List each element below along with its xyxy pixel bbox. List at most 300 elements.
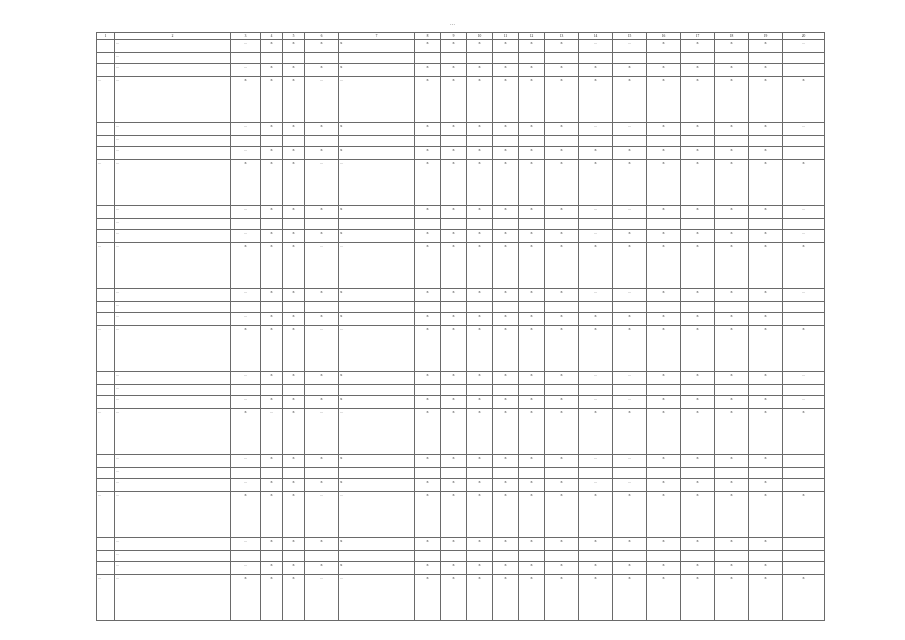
table-cell: X — [339, 562, 415, 575]
table-cell: X — [681, 64, 715, 77]
table-cell: X — [681, 40, 715, 53]
table-cell: X — [441, 123, 467, 136]
table-cell — [613, 468, 647, 479]
row-name-cell: … — [115, 123, 231, 136]
table-cell: X — [261, 160, 283, 206]
row-number-cell — [97, 64, 115, 77]
column-number-cell: 11 — [493, 33, 519, 40]
table-cell: X — [231, 160, 261, 206]
table-cell — [545, 219, 579, 230]
table-cell: X — [283, 64, 305, 77]
table-cell: X — [283, 147, 305, 160]
table-cell: X — [579, 492, 613, 538]
table-cell — [339, 302, 415, 313]
table-cell: X — [261, 372, 283, 385]
table-cell: X — [493, 40, 519, 53]
table-cell: X — [231, 243, 261, 289]
table-cell: X — [715, 562, 749, 575]
table-cell: X — [305, 40, 339, 53]
table-cell: X — [441, 492, 467, 538]
table-cell: X — [305, 147, 339, 160]
row-number-cell — [97, 302, 115, 313]
table-cell: X — [613, 538, 647, 551]
table-cell: … — [613, 289, 647, 302]
table-cell: X — [579, 538, 613, 551]
row-name-cell: … — [115, 160, 231, 206]
table-cell: X — [441, 372, 467, 385]
table-cell — [493, 468, 519, 479]
row-name-cell: … — [115, 551, 231, 562]
table-cell: X — [467, 160, 493, 206]
column-number-cell: 15 — [613, 33, 647, 40]
table-cell: X — [467, 40, 493, 53]
table-cell: X — [467, 123, 493, 136]
table-cell: X — [579, 77, 613, 123]
table-cell: … — [305, 326, 339, 372]
table-cell — [519, 219, 545, 230]
table-cell: … — [339, 575, 415, 621]
table-cell: X — [715, 40, 749, 53]
row-name-cell: … — [115, 326, 231, 372]
table-cell: X — [545, 243, 579, 289]
table-cell: X — [647, 479, 681, 492]
row-name-cell: … — [115, 53, 231, 64]
row-name-cell: … — [115, 562, 231, 575]
table-cell: X — [415, 372, 441, 385]
financing-row — [97, 289, 825, 302]
table-cell — [415, 136, 441, 147]
row-number-cell — [97, 53, 115, 64]
row-number-cell — [97, 455, 115, 468]
table-cell: … — [231, 538, 261, 551]
table-cell — [231, 219, 261, 230]
table-cell — [283, 136, 305, 147]
event-row — [97, 409, 825, 455]
table-cell: X — [305, 230, 339, 243]
table-cell — [681, 551, 715, 562]
table-cell: X — [261, 243, 283, 289]
table-cell: … — [579, 396, 613, 409]
table-cell: X — [519, 538, 545, 551]
table-cell: X — [231, 492, 261, 538]
table-cell: X — [467, 409, 493, 455]
table-cell: X — [261, 313, 283, 326]
table-cell — [783, 455, 825, 468]
table-cell: X — [493, 289, 519, 302]
table-cell: X — [467, 77, 493, 123]
table-cell: X — [681, 147, 715, 160]
table-cell: X — [545, 123, 579, 136]
table-cell: X — [613, 575, 647, 621]
table-cell: X — [579, 575, 613, 621]
table-cell: … — [783, 372, 825, 385]
page-number: … — [450, 22, 455, 27]
table-cell: X — [681, 313, 715, 326]
financing-row — [97, 372, 825, 385]
table-cell: X — [545, 313, 579, 326]
table-cell: X — [783, 243, 825, 289]
table-cell — [749, 302, 783, 313]
table-cell: X — [519, 230, 545, 243]
table-cell: X — [681, 396, 715, 409]
table-cell: X — [283, 455, 305, 468]
table-cell: X — [415, 326, 441, 372]
row-number-cell — [97, 551, 115, 562]
table-cell: X — [415, 409, 441, 455]
table-cell: X — [715, 77, 749, 123]
note-row — [97, 53, 825, 64]
row-number-cell — [97, 562, 115, 575]
table-cell — [305, 53, 339, 64]
column-number-cell: 2 — [115, 33, 231, 40]
table-cell: X — [415, 123, 441, 136]
note-row — [97, 219, 825, 230]
table-cell: X — [415, 538, 441, 551]
table-cell — [749, 385, 783, 396]
table-cell — [681, 468, 715, 479]
table-cell — [783, 53, 825, 64]
table-cell — [305, 385, 339, 396]
table-cell: X — [545, 160, 579, 206]
table-cell: X — [519, 575, 545, 621]
table-cell: X — [519, 372, 545, 385]
table-cell — [545, 551, 579, 562]
financing-row — [97, 40, 825, 53]
table-cell: X — [613, 492, 647, 538]
table-cell: X — [339, 289, 415, 302]
table-cell — [305, 219, 339, 230]
row-name-cell: … — [115, 479, 231, 492]
row-number-cell — [97, 40, 115, 53]
table-cell: X — [749, 147, 783, 160]
table-cell: X — [305, 64, 339, 77]
table-cell — [647, 468, 681, 479]
table-cell: X — [415, 289, 441, 302]
table-cell: X — [441, 562, 467, 575]
table-cell: X — [493, 575, 519, 621]
table-cell: X — [519, 492, 545, 538]
table-cell: X — [441, 409, 467, 455]
table-cell — [441, 53, 467, 64]
table-cell — [579, 136, 613, 147]
column-number-cell: 17 — [681, 33, 715, 40]
table-cell: X — [441, 64, 467, 77]
table-cell: X — [749, 562, 783, 575]
table-cell — [647, 219, 681, 230]
table-cell — [339, 136, 415, 147]
table-cell: X — [647, 243, 681, 289]
table-cell — [545, 302, 579, 313]
table-cell: X — [545, 40, 579, 53]
table-cell: X — [261, 289, 283, 302]
table-cell: X — [441, 77, 467, 123]
table-cell: X — [783, 326, 825, 372]
table-cell — [681, 136, 715, 147]
table-cell: X — [283, 575, 305, 621]
table-cell: … — [231, 40, 261, 53]
row-number-cell: … — [97, 575, 115, 621]
table-cell: X — [441, 575, 467, 621]
table-cell: X — [467, 396, 493, 409]
table-cell: X — [283, 40, 305, 53]
financing-row — [97, 230, 825, 243]
table-cell: … — [613, 396, 647, 409]
table-cell: X — [519, 160, 545, 206]
row-number-cell — [97, 538, 115, 551]
table-cell: … — [305, 492, 339, 538]
table-cell — [305, 302, 339, 313]
table-cell: X — [749, 206, 783, 219]
table-cell: X — [467, 492, 493, 538]
note-row — [97, 385, 825, 396]
table-cell: X — [681, 562, 715, 575]
table-cell — [231, 551, 261, 562]
table-cell: X — [261, 492, 283, 538]
table-cell: X — [647, 64, 681, 77]
table-cell: X — [519, 562, 545, 575]
table-cell: X — [305, 313, 339, 326]
table-cell: X — [305, 206, 339, 219]
table-cell — [519, 468, 545, 479]
table-cell: X — [749, 40, 783, 53]
table-cell — [579, 551, 613, 562]
table-cell: X — [579, 243, 613, 289]
column-number-cell: 13 — [545, 33, 579, 40]
table-cell: X — [415, 243, 441, 289]
program-table — [96, 32, 825, 621]
table-cell — [415, 385, 441, 396]
table-cell: X — [613, 147, 647, 160]
table-cell — [681, 53, 715, 64]
table-cell: … — [231, 230, 261, 243]
event-row — [97, 575, 825, 621]
row-number-cell — [97, 479, 115, 492]
table-cell: X — [283, 372, 305, 385]
table-cell: … — [231, 372, 261, 385]
table-cell: X — [283, 160, 305, 206]
table-cell: X — [493, 326, 519, 372]
table-cell: … — [579, 479, 613, 492]
table-cell: X — [749, 326, 783, 372]
table-cell: X — [613, 230, 647, 243]
row-name-cell: … — [115, 206, 231, 219]
table-cell: X — [261, 538, 283, 551]
table-cell: X — [415, 455, 441, 468]
table-cell: … — [339, 243, 415, 289]
table-cell — [783, 136, 825, 147]
table-cell — [613, 385, 647, 396]
event-row — [97, 243, 825, 289]
row-number-cell — [97, 468, 115, 479]
table-cell: X — [545, 289, 579, 302]
table-cell — [579, 385, 613, 396]
table-cell: … — [231, 479, 261, 492]
table-cell — [579, 302, 613, 313]
table-cell: X — [715, 396, 749, 409]
table-cell: X — [519, 409, 545, 455]
table-cell: … — [231, 123, 261, 136]
table-cell: X — [441, 326, 467, 372]
table-cell: X — [579, 313, 613, 326]
table-cell: … — [783, 123, 825, 136]
table-cell: X — [339, 64, 415, 77]
table-cell: X — [415, 562, 441, 575]
table-cell — [339, 385, 415, 396]
table-cell: X — [579, 409, 613, 455]
table-cell: X — [415, 64, 441, 77]
table-cell: X — [441, 230, 467, 243]
table-cell: X — [283, 326, 305, 372]
table-cell: X — [467, 575, 493, 621]
table-cell: X — [467, 147, 493, 160]
table-cell: X — [545, 492, 579, 538]
table-cell: X — [647, 77, 681, 123]
row-number-cell — [97, 206, 115, 219]
table-cell: X — [283, 409, 305, 455]
row-name-cell: … — [115, 385, 231, 396]
table-cell: X — [545, 479, 579, 492]
table-cell: … — [339, 326, 415, 372]
table-cell: X — [715, 206, 749, 219]
table-cell: X — [441, 455, 467, 468]
table-cell — [749, 53, 783, 64]
row-name-cell: … — [115, 289, 231, 302]
table-cell: X — [647, 455, 681, 468]
table-cell: X — [545, 372, 579, 385]
table-cell: X — [647, 40, 681, 53]
table-cell: … — [783, 230, 825, 243]
table-cell: X — [493, 160, 519, 206]
table-cell — [493, 302, 519, 313]
table-cell: X — [231, 326, 261, 372]
table-cell: … — [613, 372, 647, 385]
table-cell — [261, 551, 283, 562]
table-cell: X — [749, 575, 783, 621]
table-cell — [441, 219, 467, 230]
table-cell: X — [283, 479, 305, 492]
column-number-cell: 7 — [339, 33, 415, 40]
table-cell — [519, 136, 545, 147]
column-number-cell: 16 — [647, 33, 681, 40]
table-cell: X — [339, 206, 415, 219]
table-cell: X — [749, 455, 783, 468]
column-number-cell: 9 — [441, 33, 467, 40]
table-cell: X — [647, 326, 681, 372]
table-cell: … — [579, 372, 613, 385]
table-cell: X — [681, 409, 715, 455]
table-cell: X — [647, 206, 681, 219]
table-cell: X — [613, 160, 647, 206]
table-cell — [231, 53, 261, 64]
table-cell — [467, 136, 493, 147]
table-cell: X — [647, 409, 681, 455]
table-cell: X — [613, 313, 647, 326]
table-cell: X — [579, 147, 613, 160]
table-cell: X — [261, 230, 283, 243]
row-number-cell — [97, 230, 115, 243]
table-cell: X — [339, 372, 415, 385]
table-cell: X — [647, 230, 681, 243]
financing-row — [97, 206, 825, 219]
table-cell — [613, 136, 647, 147]
table-cell — [305, 468, 339, 479]
table-cell: X — [415, 77, 441, 123]
table-cell: X — [749, 160, 783, 206]
table-cell: X — [283, 123, 305, 136]
table-cell: X — [261, 40, 283, 53]
table-cell: X — [519, 147, 545, 160]
table-cell: … — [231, 289, 261, 302]
table-cell: X — [519, 40, 545, 53]
table-cell: X — [647, 492, 681, 538]
table-cell — [613, 219, 647, 230]
table-cell — [783, 313, 825, 326]
table-cell: X — [749, 123, 783, 136]
table-cell: … — [579, 455, 613, 468]
row-name-cell: … — [115, 77, 231, 123]
table-cell: X — [415, 40, 441, 53]
table-cell — [441, 551, 467, 562]
table-cell: … — [783, 40, 825, 53]
table-cell: X — [415, 313, 441, 326]
table-cell: X — [783, 575, 825, 621]
table-cell: X — [519, 206, 545, 219]
table-cell — [467, 219, 493, 230]
table-cell — [467, 302, 493, 313]
table-cell: X — [749, 396, 783, 409]
table-cell: X — [545, 575, 579, 621]
table-cell: … — [783, 396, 825, 409]
table-cell: X — [467, 206, 493, 219]
table-cell: X — [493, 147, 519, 160]
table-cell — [231, 468, 261, 479]
table-cell: X — [647, 147, 681, 160]
column-number-cell: 10 — [467, 33, 493, 40]
table-cell: X — [339, 40, 415, 53]
table-cell: X — [305, 562, 339, 575]
row-name-cell: … — [115, 492, 231, 538]
table-cell: X — [261, 455, 283, 468]
table-cell: X — [467, 372, 493, 385]
table-cell: X — [467, 230, 493, 243]
table-cell: X — [519, 64, 545, 77]
table-cell: X — [231, 575, 261, 621]
table-cell: X — [613, 243, 647, 289]
row-number-cell — [97, 123, 115, 136]
row-name-cell: … — [115, 230, 231, 243]
table-cell: X — [545, 147, 579, 160]
table-cell: X — [715, 455, 749, 468]
row-number-cell: … — [97, 409, 115, 455]
table-cell — [783, 562, 825, 575]
table-cell: … — [339, 77, 415, 123]
table-cell — [783, 147, 825, 160]
table-cell: X — [467, 313, 493, 326]
table-cell: X — [715, 538, 749, 551]
table-cell: X — [493, 492, 519, 538]
table-cell: X — [519, 396, 545, 409]
table-cell: X — [493, 123, 519, 136]
table-cell: X — [441, 243, 467, 289]
table-cell: X — [681, 538, 715, 551]
table-cell: X — [749, 230, 783, 243]
table-cell — [715, 385, 749, 396]
column-number-cell: 1 — [97, 33, 115, 40]
table-cell — [467, 551, 493, 562]
table-cell — [493, 219, 519, 230]
table-cell: X — [545, 538, 579, 551]
row-number-cell: … — [97, 492, 115, 538]
